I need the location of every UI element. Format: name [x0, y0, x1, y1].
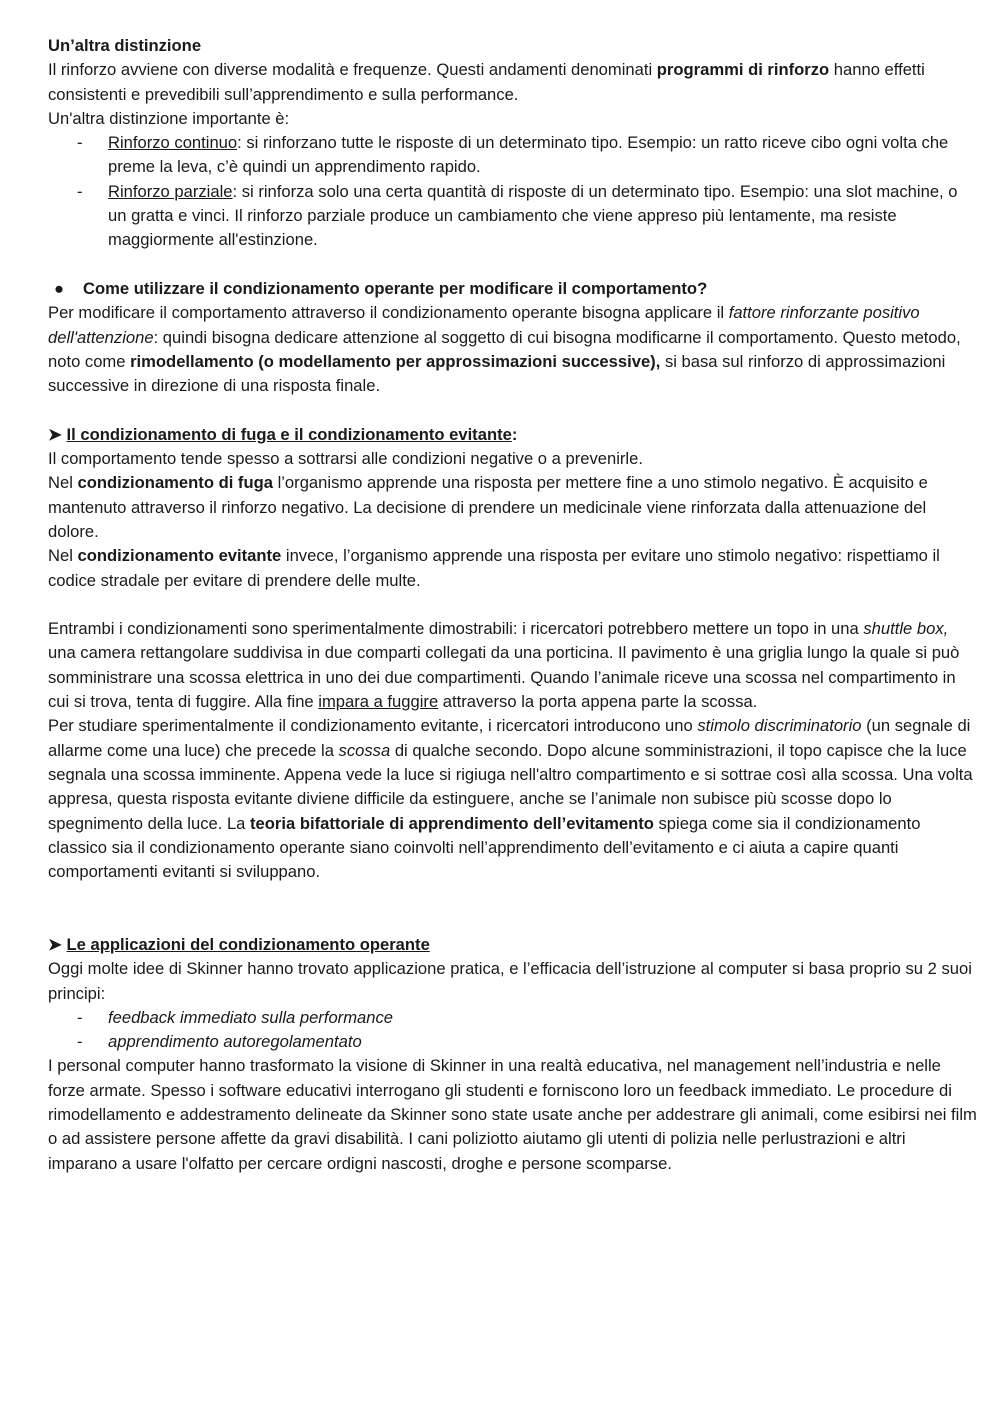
list-item-feedback: - feedback immediato sulla performance: [48, 1006, 978, 1030]
paragraph-comportamento: Il comportamento tende spesso a sottrarsi alle condizioni negative o a prevenirle.: [48, 449, 643, 469]
paragraph-evitante: Nel condizionamento evitante invece, l’organismo apprende una risposta per evitare uno stimolo negativo: rispettiamo il codice stradale per evitare di prendere delle multe.: [48, 546, 940, 590]
dash-marker: -: [77, 181, 83, 201]
dash-marker: -: [77, 133, 83, 153]
paragraph-fuga: Nel condizionamento di fuga l’organismo apprende una risposta per mettere fine a uno stimolo negativo. È acquisito e mantenuto attraverso il rinforzo negativo. La decisione di prendere un medicinale viene rinforzata dalla attenuazione del dolore.: [48, 473, 928, 541]
paragraph-shuttle-box: Entrambi i condizionamenti sono sperimentalmente dimostrabili: i ricercatori potrebbero mettere un topo in una shuttle box, una camera rettangolare suddivisa in due comparti collegati da una porticina. Il pavimento è una griglia lungo la quale si può somministrare una scossa elettrica in uno dei due compartimenti. Quando l’animale riceve una scossa nel compartimento in cui si trova, tenta di fuggire. Alla fine impara a fuggire attraverso la porta appena parte la scossa.: [48, 619, 960, 712]
spacer: [48, 593, 978, 617]
bold-evitante: condizionamento evitante: [77, 546, 282, 566]
paragraph-personal-computer: I personal computer hanno trasformato la visione di Skinner in una realtà educativa, nel management nell’industria e nelle forze armate. Spesso i software educativi interrogano gli studenti e forniscono loro un feedback immediato. Le procedure di rimodellamento e addestramento delineate da Skinner sono state usate anche per addestrare gli animali, come esibirsi nei film o ad assistere persone affette da gravi disabilità. I cani poliziotto aiutamo gli utenti di polizia nelle perlustrazioni e altri imparano a usare l'olfatto per cercare ordigni nascosti, droghe e persone scomparse.: [48, 1056, 977, 1173]
italic-shuttle-box: shuttle box,: [863, 619, 949, 639]
list-item-rinforzo-continuo: - Rinforzo continuo: si rinforzano tutte le risposte di un determinato tipo. Esempio: un ratto riceve cibo ogni volta che preme la leva, c’è quindi un apprendimento rapido.: [77, 133, 949, 177]
paragraph-programmi: Il rinforzo avviene con diverse modalità e frequenze. Questi andamenti denominati programmi di rinforzo hanno effetti consistenti e prevedibili sull’apprendimento e sulla performance.: [48, 60, 925, 104]
spacer: [48, 398, 978, 422]
bold-programmi: programmi di rinforzo: [656, 60, 830, 80]
term-rinforzo-parziale: Rinforzo parziale: [108, 181, 233, 201]
list-item-rinforzo-parziale: - Rinforzo parziale: si rinforza solo una certa quantità di risposte di un determinato tipo. Esempio: una slot machine, o un gratta e vinci. Il rinforzo parziale produce un cambiamento che viene appreso più lentamente, ma resiste maggiormente all'estinzione.: [77, 181, 958, 250]
paragraph-stimolo: Per studiare sperimentalmente il condizionamento evitante, i ricercatori introducono uno stimolo discriminatorio (un segnale di allarme come una luce) che precede la scossa di qualche secondo. Dopo alcune somministrazioni, il topo capisce che la luce segnala una scossa imminente. Appena vede la luce si rigiuga nell'altro compartimento e si sottrae così alla scossa. Una volta appresa, questa risposta evitante diviene difficile da estinguere, anche se l’animale non subisce più scosse dopo lo spegnimento della luce. La teoria bifattoriale di apprendimento dell’evitamento spiega come sia il condizionamento classico sia il condizionamento operante siano coinvolti nell’apprendimento dell’evitamento e ci aiuta a capire quanti comportamenti evitanti si sviluppano.: [48, 716, 973, 882]
underline-impara: impara a fuggire: [318, 692, 439, 712]
italic-fattore: fattore rinforzante positivo dell'attenzione: [48, 303, 920, 347]
bold-rimodellamento: rimodellamento (o modellamento per approssimazioni successive),: [130, 351, 661, 371]
dash-marker: -: [77, 1007, 83, 1027]
dash-marker: -: [77, 1032, 83, 1052]
document-page: [48, 34, 978, 1176]
section-title-distinzione: Un’altra distinzione: [48, 36, 202, 55]
italic-stimolo: stimolo discriminatorio: [697, 716, 862, 736]
heading-fuga-evitante: ➤ Il condizionamento di fuga e il condizionamento evitante:: [48, 424, 518, 444]
spacer: [48, 253, 978, 277]
paragraph-skinner: Oggi molte idee di Skinner hanno trovato applicazione pratica, e l’efficacia dell’istruzione al computer si basa proprio su 2 suoi principi:: [48, 959, 972, 1003]
paragraph-rimodellamento: Per modificare il comportamento attraverso il condizionamento operante bisogna applicare il fattore rinforzante positivo dell'attenzione: quindi bisogna dedicare attenzione al soggetto di cui bisogna modificarne il comportamento. Questo metodo, noto come rimodellamento (o modellamento per approssimazioni successive), si basa sul rinforzo di approssimazioni successive in direzione di una risposta finale.: [48, 303, 961, 396]
term-rinforzo-continuo: Rinforzo continuo: [108, 133, 238, 153]
arrow-icon: ➤: [48, 424, 62, 444]
paragraph-intro-list: Un'altra distinzione importante è:: [48, 108, 290, 128]
arrow-icon: ➤: [48, 934, 62, 954]
spacer: [48, 884, 978, 933]
bullet-icon: ●: [54, 278, 65, 298]
bold-fuga: condizionamento di fuga: [77, 473, 273, 493]
italic-scossa: scossa: [338, 740, 391, 760]
bold-teoria: teoria bifattoriale di apprendimento dell’evitamento: [250, 813, 654, 833]
heading-applicazioni: ➤ Le applicazioni del condizionamento operante: [48, 934, 430, 954]
list-item-autoregolamentato: - apprendimento autoregolamentato: [48, 1030, 978, 1054]
bullet-heading-modificare: ● Come utilizzare il condizionamento operante per modificare il comportamento?: [48, 277, 978, 301]
